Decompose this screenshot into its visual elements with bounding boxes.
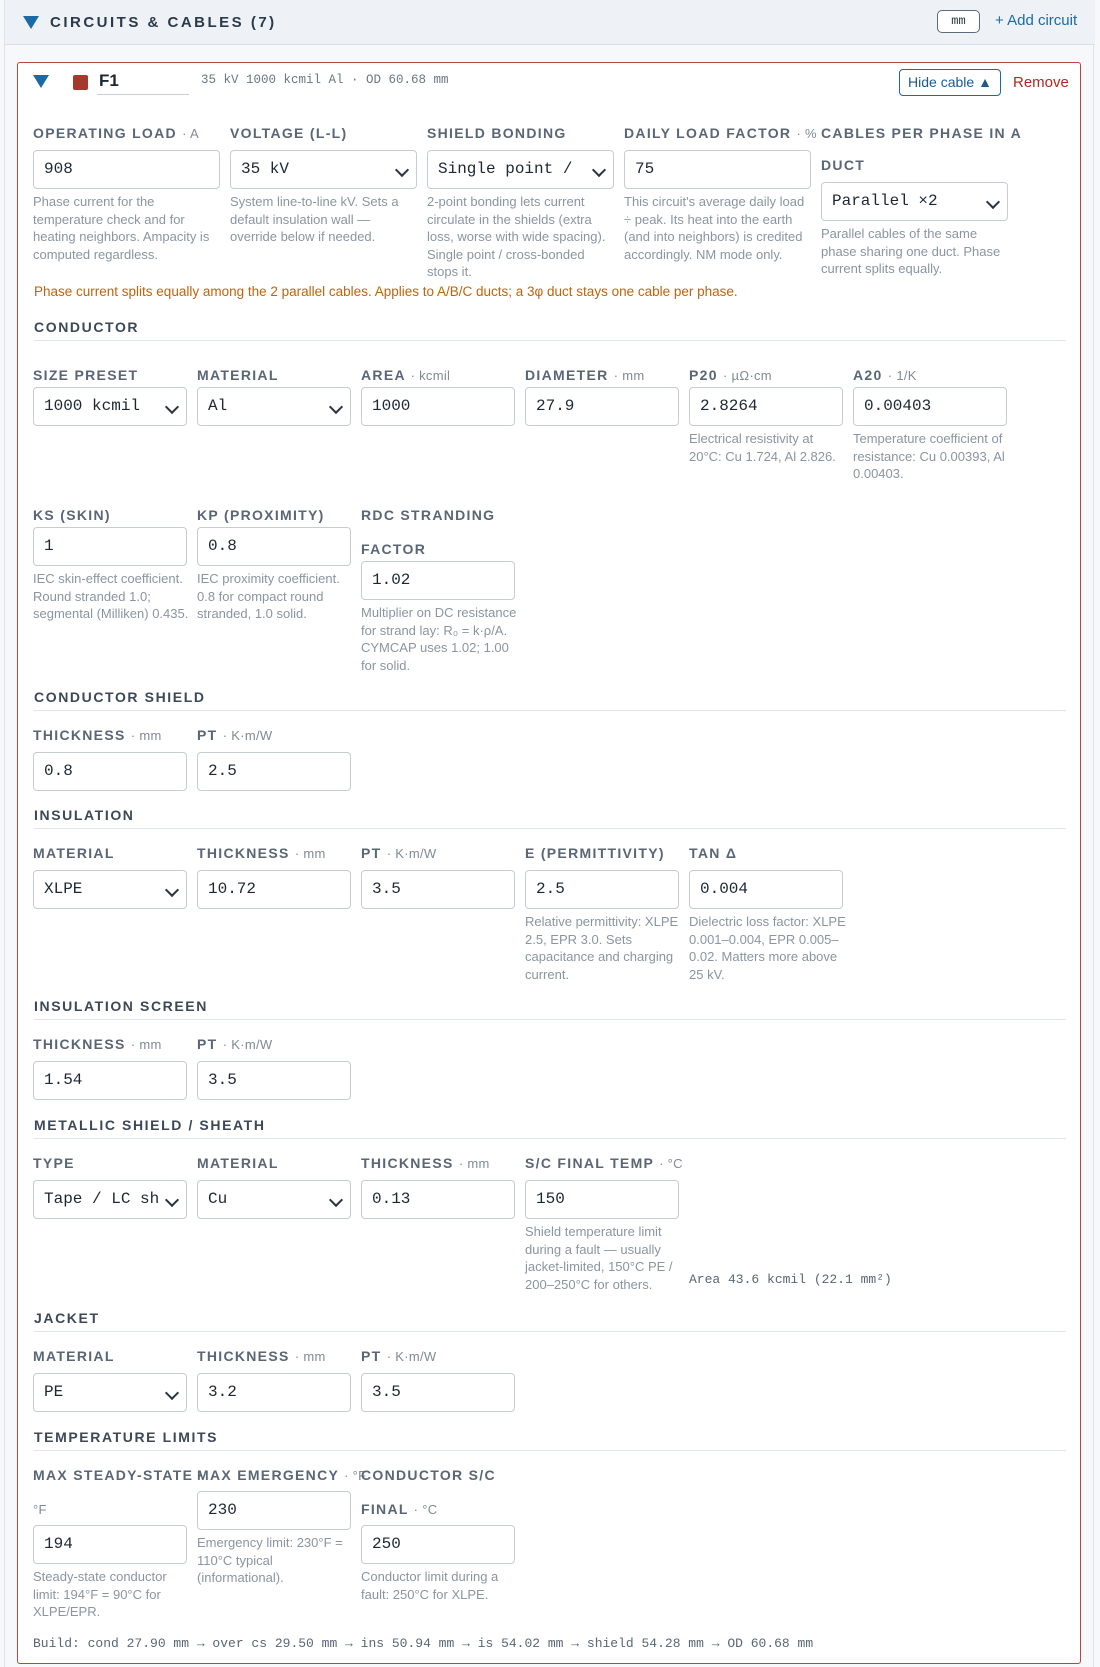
conductor-sc-label-2: FINAL · °C [361,1501,438,1517]
conductor-sc-help: Conductor limit during a fault: 250°C for XLPE. [361,1569,499,1602]
circuit-name-input[interactable] [97,68,189,95]
a20-help: Temperature coefficient of resistance: Cu 0.00393, Al 0.00403. [853,431,1005,481]
chevron-down-icon [165,883,179,897]
daily-load-factor-help: This circuit's average daily load ÷ peak. Its heat into the earth (and into neighbors) is credited accordingly. NM mode only. [624,194,805,262]
collapse-triangle-icon[interactable] [23,16,39,29]
kp-input[interactable]: 0.8 [197,527,351,566]
chevron-down-icon [592,163,606,177]
size-preset-label: SIZE PRESET [33,367,139,383]
chevron-down-icon [165,400,179,414]
cs-thickness-input[interactable]: 0.8 [33,752,187,791]
p20-help: Electrical resistivity at 20°C: Cu 1.724, Al 2.826. [689,431,836,464]
permittivity-label: E (PERMITTIVITY) [525,845,665,861]
shield-bonding-help: 2-point bonding lets current circulate in the shields (extra loss, worse with wide spacing). Single point / cross-bonded stops it. [427,194,606,279]
voltage-select[interactable]: 35 kV [230,150,417,189]
chevron-down-icon [329,1193,343,1207]
section-metallic-shield: METALLIC SHIELD / SHEATH [34,1117,1066,1139]
ins-pt-label: PT · K·m/W [361,845,437,861]
permittivity-input[interactable]: 2.5 [525,870,679,909]
rdc-input[interactable]: 1.02 [361,561,515,600]
shield-type-label: TYPE [33,1155,75,1171]
shield-thickness-label: THICKNESS · mm [361,1155,490,1171]
conductor-sc-label-1: CONDUCTOR S/C [361,1467,496,1483]
steady-state-help: Steady-state conductor limit: 194°F = 90°C for XLPE/EPR. [33,1569,167,1619]
jacket-material-select[interactable]: PE [33,1373,187,1412]
kp-help: IEC proximity coefficient. 0.8 for compact round stranded, 1.0 solid. [197,571,340,621]
emergency-label: MAX EMERGENCY · °F [197,1467,367,1483]
emergency-input[interactable]: 230 [197,1491,351,1530]
tan-delta-label: TAN Δ [689,845,738,861]
tan-delta-input[interactable]: 0.004 [689,870,843,909]
tan-delta-help: Dielectric loss factor: XLPE 0.001–0.004, EPR 0.005–0.02. Matters more above 25 kV. [689,914,846,982]
chevron-down-icon [395,163,409,177]
is-thickness-input[interactable]: 1.54 [33,1061,187,1100]
ins-thickness-input[interactable]: 10.72 [197,870,351,909]
rdc-label-1: RDC STRANDING [361,507,496,523]
shield-area-note: Area 43.6 kcmil (22.1 mm²) [689,1272,892,1287]
rdc-label-2: FACTOR [361,541,427,557]
shield-bonding-select[interactable]: Single point / [427,150,614,189]
section-conductor: CONDUCTOR [34,319,1066,341]
section-insulation: INSULATION [34,807,1066,829]
kp-label: KP (PROXIMITY) [197,507,325,523]
circuit-card [17,62,1081,1664]
unit-toggle-button[interactable]: mm [937,10,980,33]
jacket-thickness-input[interactable]: 3.2 [197,1373,351,1412]
is-thickness-label: THICKNESS · mm [33,1036,162,1052]
add-circuit-button[interactable]: + Add circuit [995,12,1078,29]
remove-circuit-button[interactable]: Remove [1013,74,1069,91]
conductor-material-select[interactable]: Al [197,387,351,426]
rdc-help: Multiplier on DC resistance for strand lay: R₀ = k·ρ/A. CYMCAP uses 1.02; 1.00 for solid. [361,605,517,673]
circuits-header[interactable] [5,0,1095,45]
voltage-label: VOLTAGE (L-L) [230,125,348,141]
hide-cable-button[interactable]: Hide cable ▲ [899,69,1001,96]
shield-material-select[interactable]: Cu [197,1180,351,1219]
build-summary: Build: cond 27.90 mm → over cs 29.50 mm → ins 50.94 mm → is 54.02 mm → shield 54.28 mm → OD 60.68 mm [33,1636,814,1651]
section-title: CIRCUITS & CABLES (7) [50,14,277,31]
jacket-thickness-label: THICKNESS · mm [197,1348,326,1364]
diameter-input[interactable]: 27.9 [525,387,679,426]
is-pt-label: PT · K·m/W [197,1036,273,1052]
conductor-material-label: MATERIAL [197,367,279,383]
steady-state-input[interactable]: 194 [33,1525,187,1564]
sc-final-temp-label: S/C FINAL TEMP · °C [525,1155,683,1171]
cables-per-phase-label-1: CABLES PER PHASE IN A [821,125,1023,141]
section-jacket: JACKET [34,1310,1066,1332]
ks-help: IEC skin-effect coefficient. Round stranded 1.0; segmental (Milliken) 0.435. [33,571,189,621]
sc-final-temp-help: Shield temperature limit during a fault — usually jacket-limited, 150°C PE / 200–250°C for others. [525,1224,673,1292]
chevron-down-icon [165,1193,179,1207]
shield-bonding-label: SHIELD BONDING [427,125,567,141]
jacket-pt-input[interactable]: 3.5 [361,1373,515,1412]
cs-pt-label: PT · K·m/W [197,727,273,743]
ins-material-label: MATERIAL [33,845,115,861]
steady-state-label-2: °F [33,1502,47,1517]
operating-load-input[interactable]: 908 [33,150,220,189]
ks-input[interactable]: 1 [33,527,187,566]
cs-thickness-label: THICKNESS · mm [33,727,162,743]
voltage-help: System line-to-line kV. Sets a default insulation wall — override below if needed. [230,194,399,244]
size-preset-select[interactable]: 1000 kcmil [33,387,187,426]
a20-label: A20 · 1/K [853,367,917,383]
a20-input[interactable]: 0.00403 [853,387,1007,426]
sc-final-temp-input[interactable]: 150 [525,1180,679,1219]
shield-thickness-input[interactable]: 0.13 [361,1180,515,1219]
daily-load-factor-input[interactable]: 75 [624,150,811,189]
cables-per-phase-select[interactable]: Parallel ×2 [821,182,1008,221]
ks-label: KS (SKIN) [33,507,111,523]
jacket-material-label: MATERIAL [33,1348,115,1364]
collapse-triangle-icon[interactable] [33,75,49,88]
circuit-color-swatch[interactable] [73,75,88,90]
chevron-down-icon [329,400,343,414]
conductor-sc-input[interactable]: 250 [361,1525,515,1564]
p20-label: P20 · µΩ·cm [689,367,772,383]
ins-pt-input[interactable]: 3.5 [361,870,515,909]
parallel-warning: Phase current splits equally among the 2 parallel cables. Applies to A/B/C ducts; a 3φ duct stays one cable per phase. [34,284,738,299]
jacket-pt-label: PT · K·m/W [361,1348,437,1364]
ins-thickness-label: THICKNESS · mm [197,845,326,861]
cables-per-phase-label-2: DUCT [821,157,866,173]
area-input[interactable]: 1000 [361,387,515,426]
emergency-help: Emergency limit: 230°F = 110°C typical (informational). [197,1535,343,1585]
permittivity-help: Relative permittivity: XLPE 2.5, EPR 3.0. Sets capacitance and charging current. [525,914,679,982]
shield-material-label: MATERIAL [197,1155,279,1171]
operating-load-help: Phase current for the temperature check and for heating neighbors. Ampacity is computed regardless. [33,194,210,262]
area-label: AREA · kcmil [361,367,451,383]
operating-load-label: OPERATING LOAD · A [33,125,199,141]
chevron-down-icon [986,195,1000,209]
diameter-label: DIAMETER · mm [525,367,645,383]
p20-input[interactable]: 2.8264 [689,387,843,426]
cable-summary: 35 kV 1000 kcmil Al · OD 60.68 mm [201,73,449,87]
cs-pt-input[interactable]: 2.5 [197,752,351,791]
chevron-down-icon [165,1386,179,1400]
cables-per-phase-help: Parallel cables of the same phase sharing one duct. Phase current splits equally. [821,226,1001,276]
daily-load-factor-label: DAILY LOAD FACTOR · % [624,125,817,141]
section-insulation-screen: INSULATION SCREEN [34,998,1066,1020]
steady-state-label-1: MAX STEADY-STATE · [33,1467,205,1483]
is-pt-input[interactable]: 3.5 [197,1061,351,1100]
section-conductor-shield: CONDUCTOR SHIELD [34,689,1066,711]
section-temperature-limits: TEMPERATURE LIMITS [34,1429,1066,1451]
ins-material-select[interactable]: XLPE [33,870,187,909]
shield-type-select[interactable]: Tape / LC sh [33,1180,187,1219]
